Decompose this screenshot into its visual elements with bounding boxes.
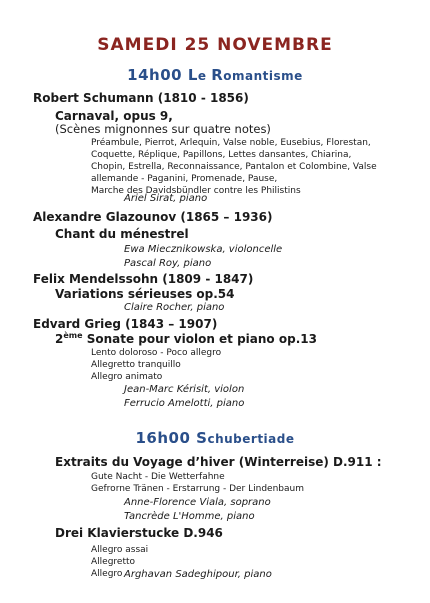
movement-line: Marche des Davidsbündler contre les Philistins (91, 186, 301, 196)
composer-schumann: Robert Schumann (1810 - 1856) (33, 91, 249, 105)
performer: Tancrède L'Homme, piano (124, 511, 255, 522)
performer: Claire Rocher, piano (124, 302, 225, 313)
section-time: 14h00 (127, 66, 183, 84)
work-chant: Chant du ménestrel (55, 227, 189, 241)
movement-list (91, 347, 221, 383)
performer: Anne-Florence Viala, soprano (124, 497, 271, 508)
performer: Arghavan Sadeghipour, piano (124, 569, 272, 580)
performer: Jean-Marc Kérisit, violon (124, 384, 245, 395)
work-winterreise: Extraits du Voyage d’hiver (Winterreise) D.911 : (55, 455, 382, 469)
performer: Pascal Roy, piano (124, 258, 212, 269)
work-variations: Variations sérieuses op.54 (55, 287, 235, 301)
day-title: SAMEDI 25 NOVEMBRE (97, 35, 333, 55)
movement-line: Allegro (91, 569, 123, 579)
performer: Ariel Sirat, piano (124, 193, 208, 204)
composer-mendelssohn: Felix Mendelssohn (1809 - 1847) (33, 272, 254, 286)
section-title-romantisme: 14h00 Le Romantisme (127, 66, 303, 84)
movement-line: Allegro assai (91, 545, 149, 555)
movement-line: allemande - Paganini, Promenade, Pause, (91, 174, 278, 184)
movement-line: Gefrorne Tränen - Erstarrung - Der Lindenbaum (91, 484, 304, 494)
work-klavierstucke: Drei Klavierstucke D.946 (55, 526, 223, 540)
work-subtitle: (Scènes mignonnes sur quatre notes) (55, 122, 271, 136)
section-time: 16h00 (135, 429, 191, 447)
movement-line: Lento doloroso - Poco allegro (91, 348, 222, 358)
work-carnaval: Carnaval, opus 9, (55, 109, 173, 123)
movement-line: Allegretto (91, 557, 136, 567)
section-title-schubertiade: 16h00 Schubertiade (135, 429, 295, 447)
movement-list (91, 471, 304, 495)
movement-line: Allegro animato (91, 372, 163, 382)
work-sonate: 2ème Sonate pour violon et piano op.13 (55, 331, 317, 346)
performer: Ewa Miecznikowska, violoncelle (124, 244, 283, 255)
movement-list (91, 137, 377, 197)
composer-glazounov: Alexandre Glazounov (1865 – 1936) (33, 210, 273, 224)
movement-line: Préambule, Pierrot, Arlequin, Valse noble, Eusebius, Florestan, (91, 138, 371, 148)
performer: Ferrucio Amelotti, piano (124, 398, 245, 409)
movement-line: Coquette, Réplique, Papillons, Lettes dansantes, Chiarina, (91, 150, 352, 160)
movement-line: Gute Nacht - Die Wetterfahne (91, 472, 225, 482)
movement-line: Chopin, Estrella, Reconnaissance, Pantalon et Colombine, Valse (91, 162, 377, 172)
movement-line: Allegretto tranquillo (91, 360, 181, 370)
composer-grieg: Edvard Grieg (1843 – 1907) (33, 317, 218, 331)
